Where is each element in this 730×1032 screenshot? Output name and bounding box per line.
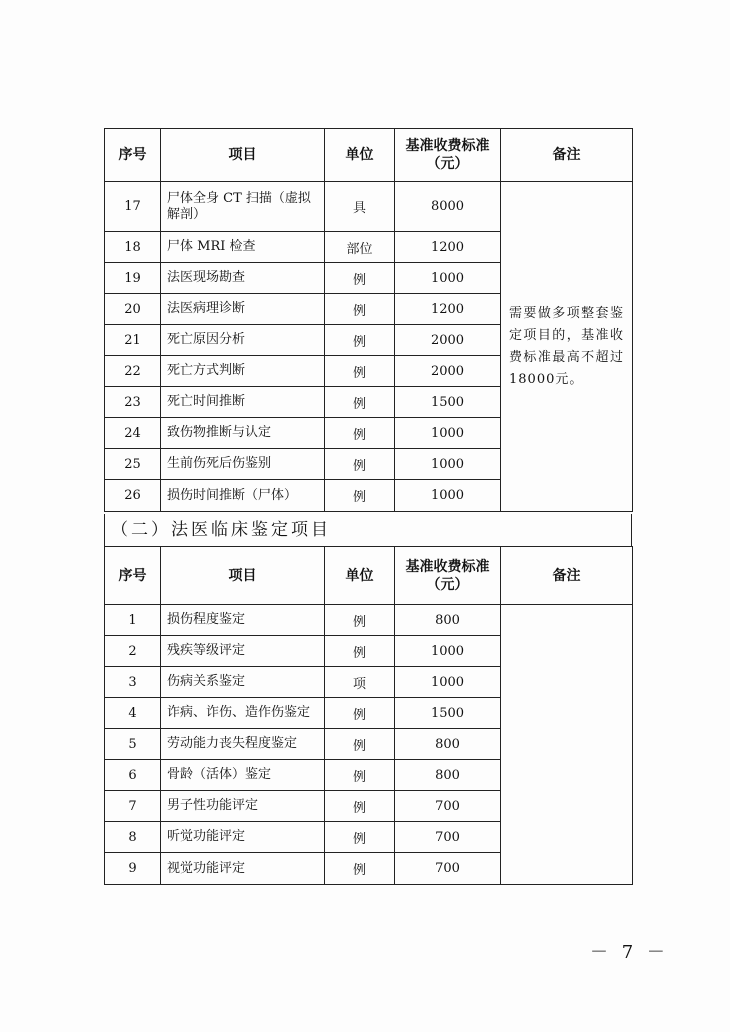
row-fee: 700 [395,853,501,885]
row-unit: 例 [325,853,395,885]
row-fee: 700 [395,822,501,853]
row-item: 骨龄（活体）鉴定 [161,760,325,791]
header-unit: 单位 [325,129,395,182]
row-seq: 2 [105,636,161,667]
row-fee: 1500 [395,387,501,418]
header-seq: 序号 [105,129,161,182]
fee-table-clinical [104,546,633,885]
row-unit: 例 [325,605,395,636]
row-item: 尸体 MRI 检查 [161,232,325,263]
row-fee: 700 [395,791,501,822]
row-fee: 800 [395,729,501,760]
table-row [105,605,633,636]
row-seq: 17 [105,182,161,232]
row-item: 损伤时间推断（尸体） [161,480,325,512]
row-fee: 800 [395,605,501,636]
row-unit: 例 [325,822,395,853]
row-fee: 1200 [395,294,501,325]
row-seq: 23 [105,387,161,418]
row-seq: 25 [105,449,161,480]
row-item: 劳动能力丧失程度鉴定 [161,729,325,760]
header-fee-line1: 基准收费标准 [405,558,490,575]
row-item: 死亡方式判断 [161,356,325,387]
row-unit: 例 [325,263,395,294]
section-title: （二）法医临床鉴定项目 [104,514,632,546]
row-unit: 例 [325,325,395,356]
row-unit: 项 [325,667,395,698]
header-seq: 序号 [105,547,161,605]
header-fee [395,129,501,182]
row-fee: 2000 [395,356,501,387]
row-unit: 例 [325,791,395,822]
row-unit: 具 [325,182,395,232]
row-item: 致伤物推断与认定 [161,418,325,449]
table-header-row [105,547,633,605]
row-item: 法医现场勘查 [161,263,325,294]
header-fee-line2: （元） [426,576,469,593]
row-unit: 例 [325,449,395,480]
row-seq: 9 [105,853,161,885]
row-item: 听觉功能评定 [161,822,325,853]
row-unit: 例 [325,480,395,512]
row-fee: 1000 [395,449,501,480]
row-seq: 19 [105,263,161,294]
header-unit: 单位 [325,547,395,605]
header-item: 项目 [161,547,325,605]
row-unit: 例 [325,387,395,418]
table-row [105,182,633,232]
row-note [501,605,633,885]
row-item: 诈病、诈伤、造作伤鉴定 [161,698,325,729]
row-unit: 例 [325,729,395,760]
row-fee: 1000 [395,480,501,512]
row-item: 残疾等级评定 [161,636,325,667]
row-item: 尸体全身 CT 扫描（虚拟解剖） [161,182,325,232]
row-fee: 1000 [395,418,501,449]
row-fee: 800 [395,760,501,791]
row-seq: 3 [105,667,161,698]
row-seq: 1 [105,605,161,636]
header-item: 项目 [161,129,325,182]
row-item: 死亡时间推断 [161,387,325,418]
row-fee: 1500 [395,698,501,729]
row-fee: 1000 [395,636,501,667]
row-seq: 20 [105,294,161,325]
row-seq: 18 [105,232,161,263]
row-seq: 21 [105,325,161,356]
row-seq: 6 [105,760,161,791]
header-fee-line2: （元） [426,156,469,172]
row-seq: 7 [105,791,161,822]
header-fee-line1: 基准收费标准 [405,138,490,154]
row-unit: 例 [325,356,395,387]
row-item: 法医病理诊断 [161,294,325,325]
row-note: 需要做多项整套鉴定项目的，基准收费标准最高不超过18000元。 [501,182,633,512]
fee-table-pathology [104,128,633,512]
row-fee: 1000 [395,667,501,698]
row-fee: 1000 [395,263,501,294]
row-seq: 26 [105,480,161,512]
row-item: 生前伤死后伤鉴别 [161,449,325,480]
row-unit: 例 [325,294,395,325]
row-unit: 例 [325,760,395,791]
table-header-row [105,129,633,182]
row-item: 死亡原因分析 [161,325,325,356]
header-note: 备注 [501,129,633,182]
row-unit: 部位 [325,232,395,263]
row-unit: 例 [325,698,395,729]
row-seq: 5 [105,729,161,760]
row-item: 视觉功能评定 [161,853,325,885]
row-unit: 例 [325,636,395,667]
header-fee [395,547,501,605]
row-seq: 8 [105,822,161,853]
header-note: 备注 [501,547,633,605]
row-unit: 例 [325,418,395,449]
row-item: 损伤程度鉴定 [161,605,325,636]
row-seq: 22 [105,356,161,387]
row-seq: 24 [105,418,161,449]
row-item: 伤病关系鉴定 [161,667,325,698]
page-number: － 7 － [590,942,669,963]
row-item: 男子性功能评定 [161,791,325,822]
row-fee: 2000 [395,325,501,356]
row-fee: 8000 [395,182,501,232]
row-seq: 4 [105,698,161,729]
row-fee: 1200 [395,232,501,263]
